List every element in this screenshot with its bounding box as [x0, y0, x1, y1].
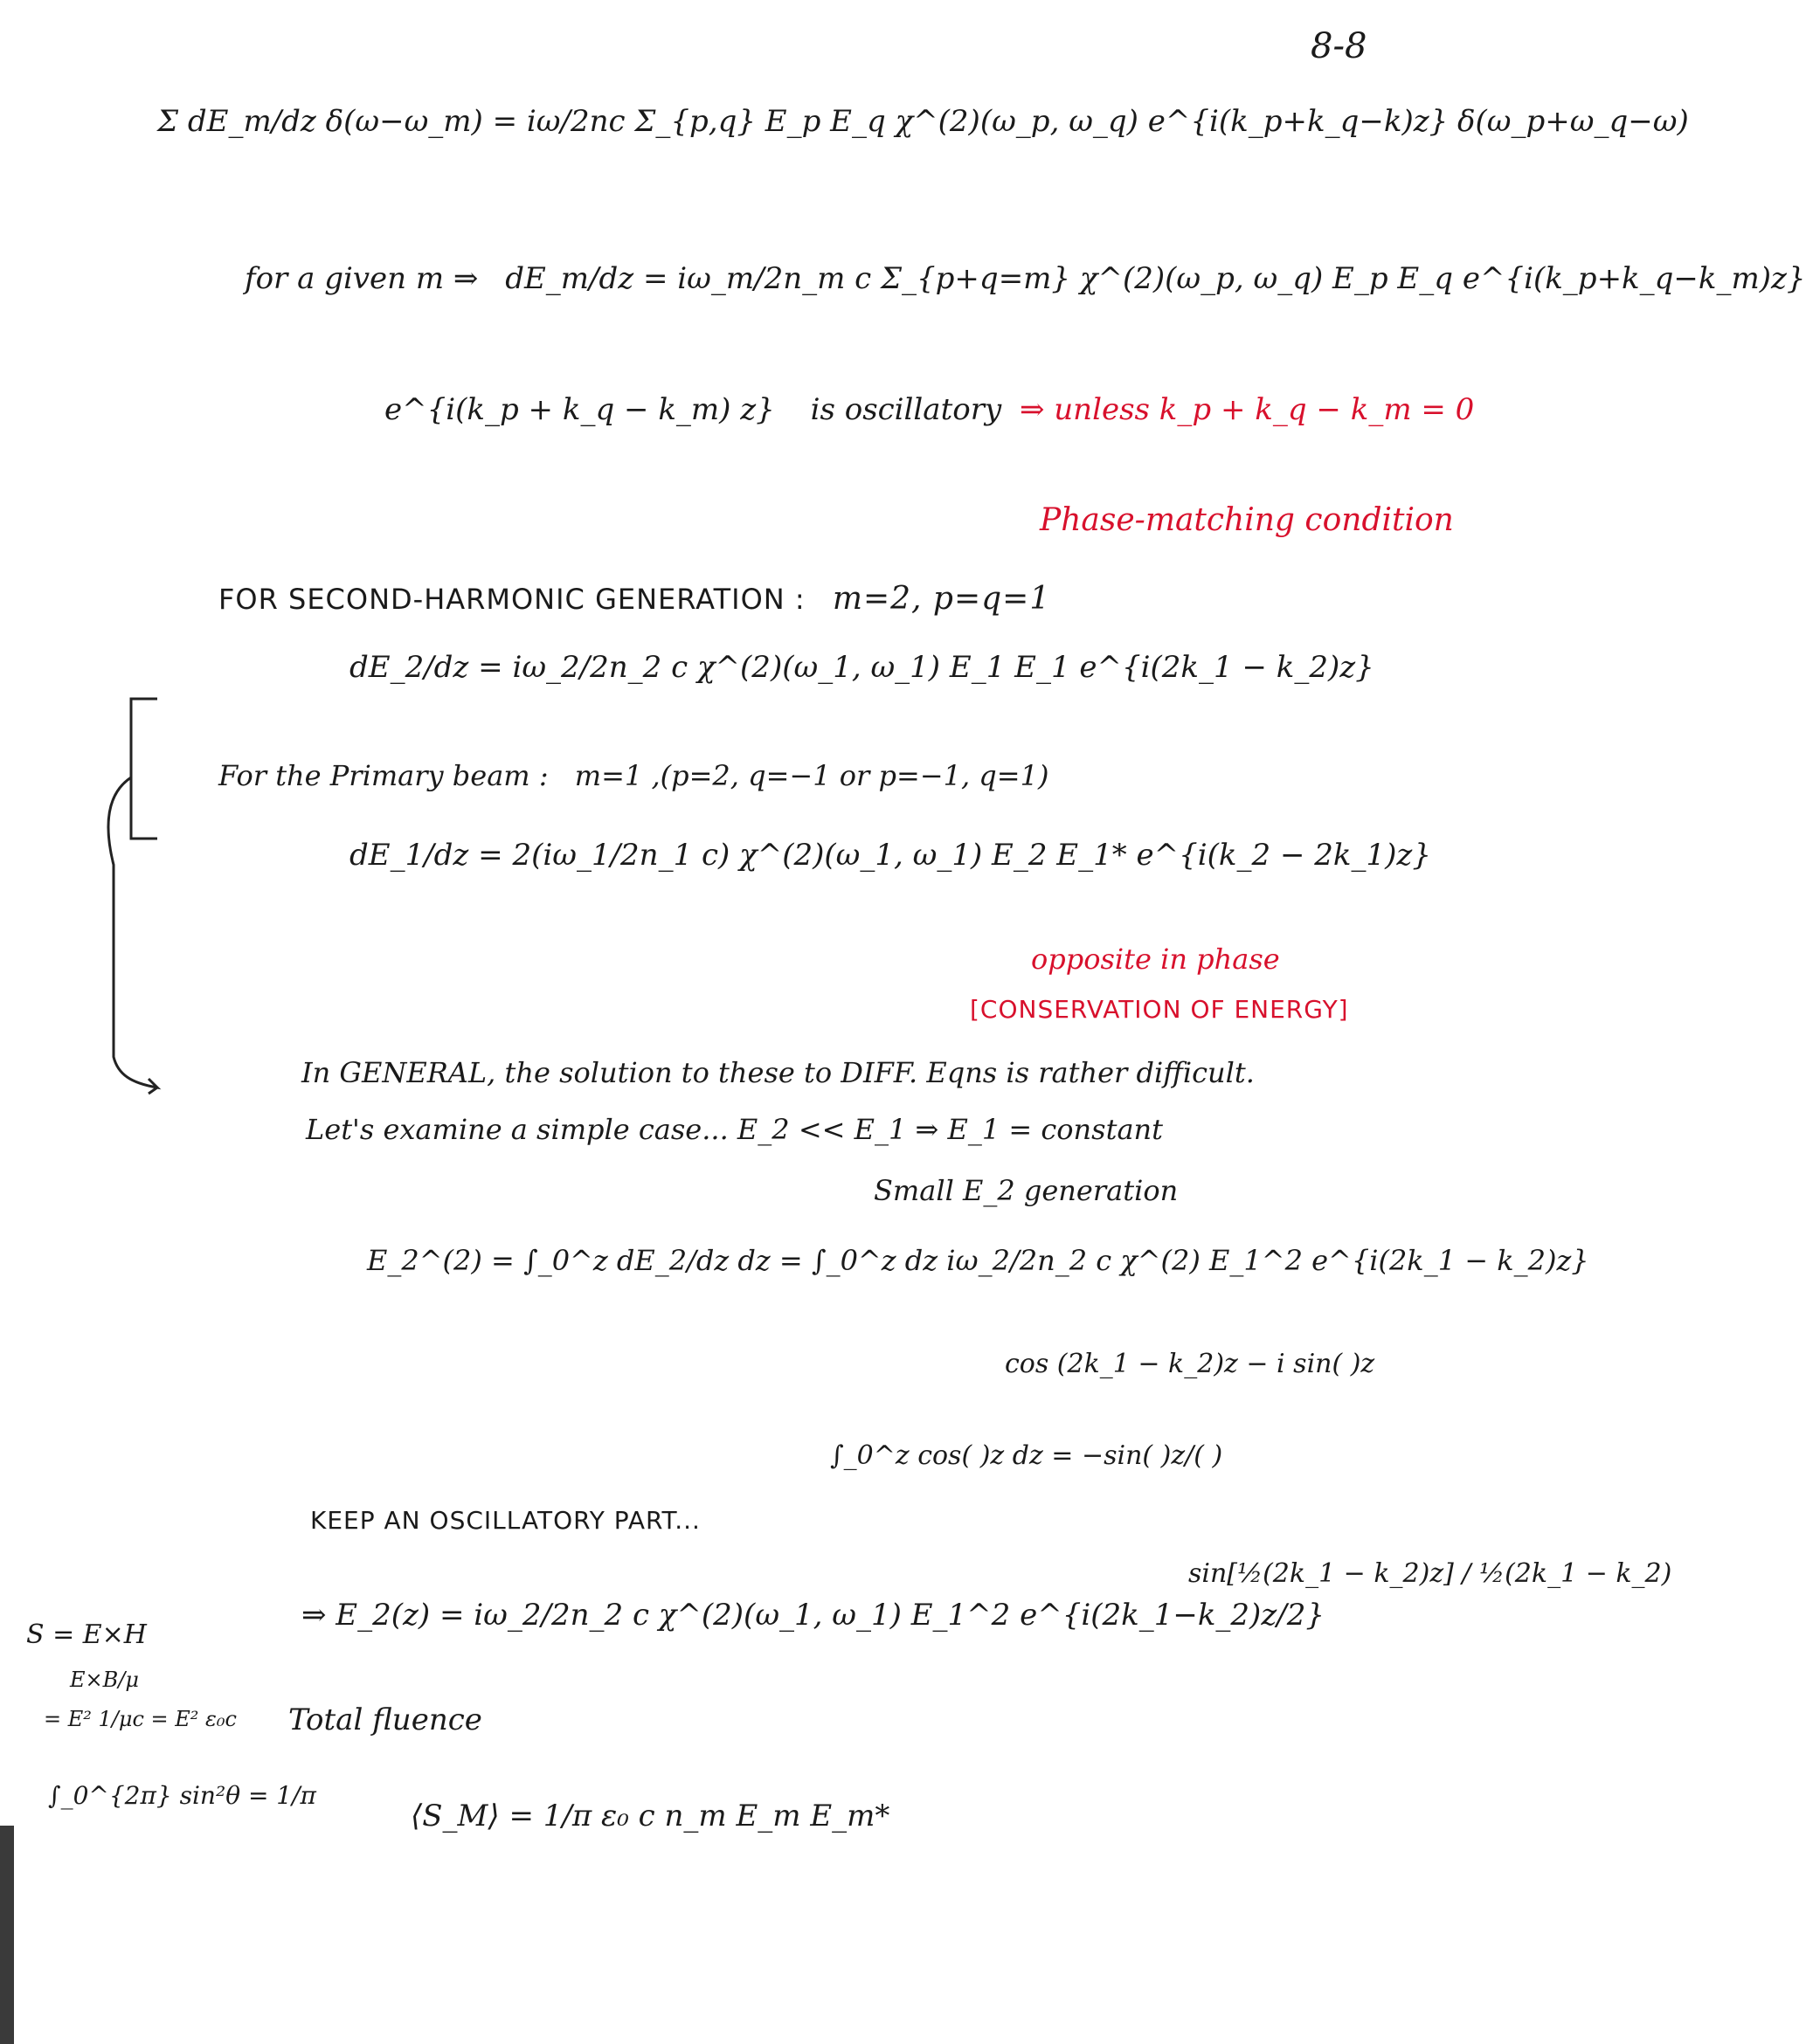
shg-equation: dE_2/dz = iω_2/2n_2 c χ^(2)(ω_1, ω_1) E_1 E_1 e^{i(2k_1 − k_2)z}	[349, 650, 1374, 685]
opposite-phase-note: opposite in phase	[1031, 943, 1280, 976]
general-line-2: Let's examine a simple case... E_2 << E_1 ⇒ E_1 = constant	[306, 1113, 1163, 1146]
final-equation: ⇒ E_2(z) = iω_2/2n_2 c χ^(2)(ω_1, ω_1) E_1^2 e^{i(2k_1−k_2)z/2}	[301, 1598, 1325, 1633]
equation-1-text: dE_m/dz δ(ω−ω_m) = iω/2nc Σ_{p,q} E_p E_q χ^(2)(ω_p, ω_q) e^{i(k_p+k_q−k)z} δ(ω_p+ω_q−ω)	[187, 104, 1689, 139]
margin-energy: = E² 1/μc = E² ε₀c	[44, 1707, 237, 1731]
general-line-3: Small E_2 generation	[874, 1174, 1179, 1207]
primary-label: For the Primary beam :	[218, 759, 549, 792]
oscillatory-text: is oscillatory	[810, 392, 1002, 427]
given-m-label: for a given m ⇒	[245, 261, 479, 296]
phase-matching-label: Phase-matching condition	[1040, 502, 1454, 538]
primary-line	[218, 760, 1048, 792]
integral-equation: E_2^(2) = ∫_0^z dE_2/dz dz = ∫_0^z dz iω_2/2n_2 c χ^(2) E_1^2 e^{i(2k_1 − k_2)z}	[367, 1244, 1589, 1277]
margin-sin-integral: ∫_0^{2π} sin²θ = 1/π	[48, 1781, 316, 1810]
shg-label: FOR SECOND-HARMONIC GENERATION :	[218, 583, 806, 616]
cos-integral: ∫_0^z cos( )z dz = −sin( )z/( )	[830, 1440, 1223, 1471]
sum-symbol: Σ	[157, 104, 179, 139]
given-m-line	[245, 262, 1806, 296]
general-line-1: In GENERAL, the solution to these to DIFF. Eqns is rather difficult.	[301, 1056, 1255, 1089]
scan-edge	[0, 1826, 14, 2044]
keep-oscillatory: KEEP AN OSCILLATORY PART...	[310, 1506, 701, 1535]
shg-params: m=2, p=q=1	[832, 581, 1051, 617]
unless-condition: ⇒ unless k_p + k_q − k_m = 0	[1019, 392, 1475, 427]
primary-equation: dE_1/dz = 2(iω_1/2n_1 c) χ^(2)(ω_1, ω_1) E_2 E_1* e^{i(k_2 − 2k_1)z}	[349, 838, 1431, 873]
conservation-note: [CONSERVATION OF ENERGY]	[970, 995, 1349, 1024]
shg-line	[218, 581, 1050, 617]
primary-params: m=1 ,(p=2, q=−1 or p=−1, q=1)	[574, 759, 1049, 792]
fluence-equation: ⟨S_M⟩ = 1/π ε₀ c n_m E_m E_m*	[411, 1799, 890, 1833]
given-m-equation: dE_m/dz = iω_m/2n_m c Σ_{p+q=m} χ^(2)(ω_p, ω_q) E_p E_q e^{i(k_p+k_q−k_m)z}	[505, 261, 1806, 296]
integral-expansion: cos (2k_1 − k_2)z − i sin( )z	[1005, 1349, 1375, 1379]
sinc-term: sin[½(2k_1 − k_2)z] / ½(2k_1 − k_2)	[1188, 1558, 1672, 1589]
fluence-label: Total fluence	[288, 1702, 482, 1737]
margin-exb: E×B/μ	[70, 1668, 139, 1692]
oscillatory-line	[384, 393, 1474, 427]
page-number: 8-8	[1311, 26, 1367, 66]
left-bracket	[96, 690, 218, 1092]
equation-1	[157, 105, 1689, 139]
exp-term: e^{i(k_p + k_q − k_m) z}	[384, 392, 775, 427]
margin-poynting: S = E×H	[26, 1619, 147, 1650]
